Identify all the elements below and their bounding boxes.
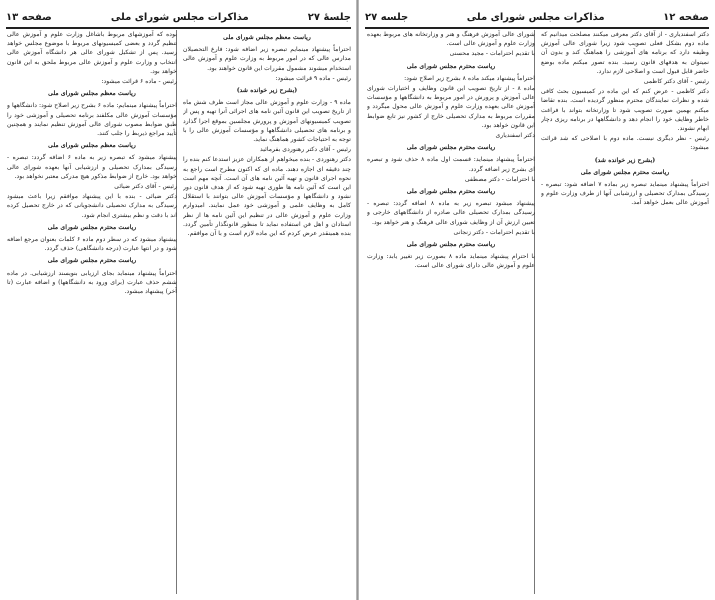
paragraph: احتراماً پیشنهاد مینمایم: ماده ۶ بشرح زیر اصلاح شود: دانشگاهها و مؤسسات آموزش عالی مکلفند برنامه تحصیلی و آموزشی خود را طبق ضوابط مصوب شورای عالی آموزش تنظیم نمایند و همچنین تأیید مراجع ذیربط را جلب کنند. <box>7 102 177 138</box>
paragraph: با تقدیم احترامات - مجید محسنی <box>449 50 535 58</box>
paragraph: بوده که آموزشهای مربوط باشاغل وزارت علوم و آموزش عالی تنظیم گردد و بعضی کمیسیونهای مربوط با موضوع مجلس خواهد رسید. پس از تشکیل شورای عالی هر دانشگاه آموزش عالی انتخاب و وزارت علوم و آموزش عالی مربوط ملحق به این قانون خواهد بود. <box>7 31 177 75</box>
session-number: جلسه ۲۷ <box>365 11 409 23</box>
section-heading: ریاست معظم مجلس شورای ملی <box>223 34 311 41</box>
paragraph: پیشنهاد میشود که تبصره زیر به ماده ۶ اضافه گردد: تبصره - رسیدگی بمدارک تحصیلی و ارزشیابی آنها بعهده شورای عالی خواهد بود. خارج از ضوابط مذکور هیچ مدرکی معتبر نخواهد بود. <box>7 154 177 180</box>
header-rule <box>6 27 351 29</box>
session-number: جلسهٔ ۲۷ <box>307 11 351 23</box>
page-number: صفحه ۱۲ <box>663 11 709 23</box>
paragraph: دکتر ضیائی - بنده با این پیشنهاد موافقم زیرا باعث میشود رسیدگی به مدارک تحصیلی دانشجویانی که در خارج تحصیل کرده اند با دقت و نظم بیشتری انجام شود. <box>7 193 177 219</box>
section-heading: ریاست محترم مجلس شورای ملی <box>406 188 496 196</box>
section-heading: (بشرح زیر خوانده شد) <box>236 87 298 95</box>
paragraph: احتراماً پیشنهاد مینماید: قسمت اول ماده ۸ حذف شود و تبصره ای بشرح زیر اضافه گردد. <box>367 156 535 173</box>
paragraph: رئیس - نظر دیگری نیست. ماده دوم با اصلاحی که شد قرائت میشود: <box>541 135 709 152</box>
paragraph: احتراماً پیشنهاد مینمایم تبصره زیر اضافه شود: فارغ التحصیلان مدارس عالی که در امور مربوط به وزارت علوم و آموزش عالی استخدام میشوند مشمول مقررات این قانون خواهند بود. <box>183 46 351 72</box>
page-header <box>365 8 709 26</box>
section-heading: ریاست معظم مجلس شورای ملی <box>48 90 136 98</box>
section-heading: ریاست محترم مجلس شورای ملی <box>406 62 496 70</box>
section-heading: ریاست محترم مجلس شورای ملی <box>47 223 137 231</box>
page-number: صفحه ۱۳ <box>6 11 52 23</box>
text-column-left <box>7 30 177 594</box>
paragraph: رئیس - آقای دکتر کاظمی <box>643 78 709 86</box>
page-header <box>6 8 351 26</box>
paragraph: با احترامات - دکتر مصطفی <box>464 175 535 183</box>
paragraph: رئیس - ماده ۶ قرائت میشود: <box>101 78 177 86</box>
paragraph: شورای عالی آموزش فرهنگ و هنر و وزارتخانه های مربوط بعهده وزارت علوم و آموزش عالی است. <box>367 31 535 48</box>
paragraph: ماده ۸ - از تاریخ تصویب این قانون وظایف و اختیارات شورای عالی آموزش و پرورش در امور مربوط به دانشگاهها و مؤسسات آموزش عالی بعهده وزارت علوم و آموزش عالی محول میگردد و مقررات مربوط به مدارک تحصیلی خارج از کشور نیز تابع ضوابط این قانون خواهد بود. <box>367 85 535 129</box>
text-column-right <box>541 30 709 594</box>
paragraph: با احترام پیشنهاد مینماید ماده ۸ بصورت زیر تغییر یابد: وزارت علوم و آموزش عالی دارای شورای عالی است. <box>367 253 535 270</box>
left-page <box>0 0 357 600</box>
paragraph: دکتر کاظمی - عرض کنم که این ماده در کمیسیون بحث کافی شده و نظرات نمایندگان محترم منظور گردیده است. بنده تقاضا میکنم بهمین صورت تصویب شود تا وزارتخانه بتواند با فراغت خاطر وظایف خود را انجام دهد و دانشگاهها در برنامه ریزی دچار ابهام نشوند. <box>541 88 709 133</box>
paragraph: احتراماً پیشنهاد میکند ماده ۸ بشرح زیر اصلاح شود: <box>404 74 535 82</box>
paragraph: پیشنهاد میشود که در سطر دوم ماده ۶ کلمات بعنوان مرجع اضافه شود و در انتها عبارت (درجه دانشگاهی) حذف گردد. <box>7 236 177 253</box>
section-heading: ریاست محترم مجلس شورای ملی <box>47 257 137 265</box>
paragraph: پیشنهاد میشود تبصره زیر به ماده ۸ اضافه گردد: تبصره - رسیدگی بمدارک تحصیلی عالی صادره از دانشگاههای خارجی و تعیین ارزش آن از وظایف شورای عالی فرهنگ و هنر خواهد بود. <box>367 200 535 226</box>
section-heading: ریاست محترم مجلس شورای ملی <box>406 241 496 249</box>
paragraph: رئیس - آقای دکتر ضیائی <box>114 183 177 191</box>
running-title: مذاکرات مجلس شورای ملی <box>466 11 605 23</box>
section-heading: (بشرح زیر خوانده شد) <box>594 156 656 164</box>
paragraph: با تقدیم احترامات - دکتر زنجانی <box>453 228 535 236</box>
running-title: مذاکرات مجلس شورای ملی <box>110 11 249 23</box>
paragraph: ماده ۹ - وزارت علوم و آموزش عالی مجاز است ظرف شش ماه از تاریخ تصویب این قانون آئین نامه های اجرائی آنرا تهیه و پس از تصویب کمیسیونهای آموزش و پرورش مجلسین بموقع اجرا گذارد و برنامه های تحصیلی دانشگاهها و مؤسسات آموزش عالی را با توجه به احتیاجات کشور هماهنگ نماید. <box>183 99 351 144</box>
paragraph: احتراماً پیشنهاد مینماید بجای ارزیابی بنویسند ارزشیابی. در ماده ششم حذف عبارت (برای ورود به دانشگاهها) و اضافه عبارت (تا آخر) پیشنهاد میشود. <box>7 269 177 296</box>
paragraph: رئیس - آقای دکتر رهنوردی بفرمائید <box>260 146 351 154</box>
paragraph: دکتر اسفندیاری - از آقای دکتر معرفی میکنند مصلحت میدانیم که ماده دوم بشکل فعلی تصویب شود زیرا شورای عالی آموزش وظیفه دارد که برنامه های آموزشی را هماهنگ کند و بدون آن نمیتوان به هدفهای قانون رسید. بنده تصور میکنم ماده بوضع حاضر قابل قبول است و اصلاحی لازم ندارد. <box>541 31 709 75</box>
text-column-right <box>183 30 351 594</box>
section-heading: ریاست محترم مجلس شورای ملی <box>406 144 496 152</box>
header-rule <box>365 27 709 29</box>
paragraph: احتراماً پیشنهاد مینماید تبصره زیر بماده ۷ اضافه شود: تبصره - رسیدگی بمدارک تحصیلی و ارزشیابی آنها از طرف وزارت علوم و آموزش عالی بعمل خواهد آمد. <box>541 181 709 207</box>
section-heading: ریاست محترم مجلس شورای ملی <box>580 168 670 176</box>
paragraph: دکتر اسفندیاری <box>495 132 535 140</box>
paragraph: دکتر رهنوردی - بنده میخواهم از همکاران عزیز استدعا کنم بنده را چند دقیقه ای اجازه دهند. ماده ای که اکنون مطرح است راجع به نحوه اجرای قانون و تهیه آئین نامه های آن است. آنچه مهم است این است که آئین نامه ها طوری تهیه شود که از هدف قانون دور نشود و دانشگاهها و مؤسسات آموزش عالی بتوانند با استقلال کامل به وظایف علمی و آموزشی خود عمل نمایند. امیدوارم وزارت علوم و آموزش عالی در تنظیم این آئین نامه ها از نظر استادان و اهل فن استفاده نماید تا منظور قانونگذار تأمین گردد. بنده همینقدر عرض کردم که این ماده لازم است و با آن موافقم. <box>183 156 351 238</box>
right-page <box>359 0 715 600</box>
paragraph: رئیس - ماده ۹ قرائت میشود: <box>275 74 351 82</box>
text-column-left <box>367 30 535 594</box>
section-heading: ریاست معظم مجلس شورای ملی <box>48 142 136 150</box>
